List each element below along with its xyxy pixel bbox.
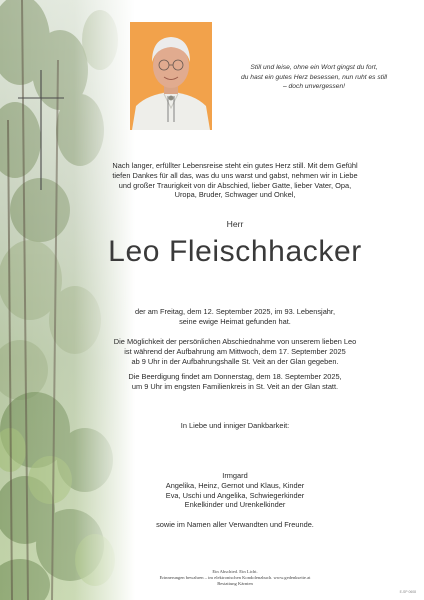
death-notice-line: seine ewige Heimat gefunden hat. bbox=[179, 316, 291, 326]
viewing-line: ab 9 Uhr in der Aufbahrungshalle St. Veit an der Glan gegeben. bbox=[131, 356, 339, 366]
mourner-line: Eva, Uschi und Angelika, Schwiegerkinder bbox=[165, 490, 305, 500]
cross-icon bbox=[0, 0, 70, 200]
death-notice-line: der am Freitag, dem 12. September 2025, im 93. Lebensjahr, bbox=[134, 307, 336, 316]
intro-line: tiefen Dankes für all das, was du uns warst und gabst, nehmen wir in Liebe bbox=[112, 170, 358, 180]
mourner-line: Irmgard bbox=[222, 471, 248, 480]
footer-line: Erinnerungen bewahren – im elektronischen Kondolenzbuch. www.gedenkseite.at bbox=[159, 575, 311, 580]
gratitude-line bbox=[85, 421, 385, 431]
footer-line: Ein Abschied. Ein Licht. bbox=[212, 569, 258, 574]
relatives-line bbox=[85, 520, 385, 530]
intro-paragraph bbox=[85, 161, 385, 200]
relatives-text: sowie im Namen aller Verwandten und Freunde. bbox=[156, 520, 314, 529]
intro-line: und großer Traurigkeit von dir Abschied, lieber Gatte, lieber Vater, Opa, bbox=[118, 180, 352, 190]
mourner-line: Angelika, Heinz, Gernot und Klaus, Kinder bbox=[165, 480, 305, 490]
deceased-name: Leo Fleischhacker bbox=[108, 235, 362, 268]
poem-line: – doch unvergessen! bbox=[282, 83, 346, 91]
intro-line: Uropa, Bruder, Schwager und Onkel, bbox=[174, 190, 296, 200]
viewing-info bbox=[85, 337, 385, 366]
footer bbox=[85, 569, 385, 587]
viewing-line: Die Möglichkeit der persönlichen Abschiednahme von unserem lieben Leo bbox=[113, 337, 357, 346]
poem-line: Still und leise, ohne ein Wort gingst du fort, bbox=[250, 64, 378, 71]
funeral-line: um 9 Uhr im engsten Familienkreis in St. Veit an der Glan statt. bbox=[131, 381, 339, 391]
funeral-info bbox=[85, 372, 385, 392]
document-code: E-SP 0608 bbox=[399, 590, 416, 594]
viewing-line: ist während der Aufbahrung am Mittwoch, dem 17. September 2025 bbox=[124, 346, 346, 356]
memorial-poem bbox=[222, 63, 406, 92]
mourner-line: Enkelkinder und Urenkelkinder bbox=[184, 500, 286, 510]
gratitude-text: In Liebe und inniger Dankbarkeit: bbox=[180, 421, 290, 430]
funeral-line: Die Beerdigung findet am Donnerstag, dem 18. September 2025, bbox=[128, 372, 342, 381]
intro-line: Nach langer, erfüllter Lebensreise steht ein gutes Herz still. Mit dem Gefühl bbox=[112, 161, 358, 170]
footer-line: Bestattung Kärnten bbox=[217, 581, 253, 586]
salutation: Herr bbox=[226, 219, 244, 229]
mourners-list bbox=[85, 471, 385, 510]
portrait-photo bbox=[130, 22, 212, 130]
poem-line: du hast ein gutes Herz besessen, nun ruht es still bbox=[240, 73, 388, 81]
death-notice bbox=[85, 307, 385, 327]
